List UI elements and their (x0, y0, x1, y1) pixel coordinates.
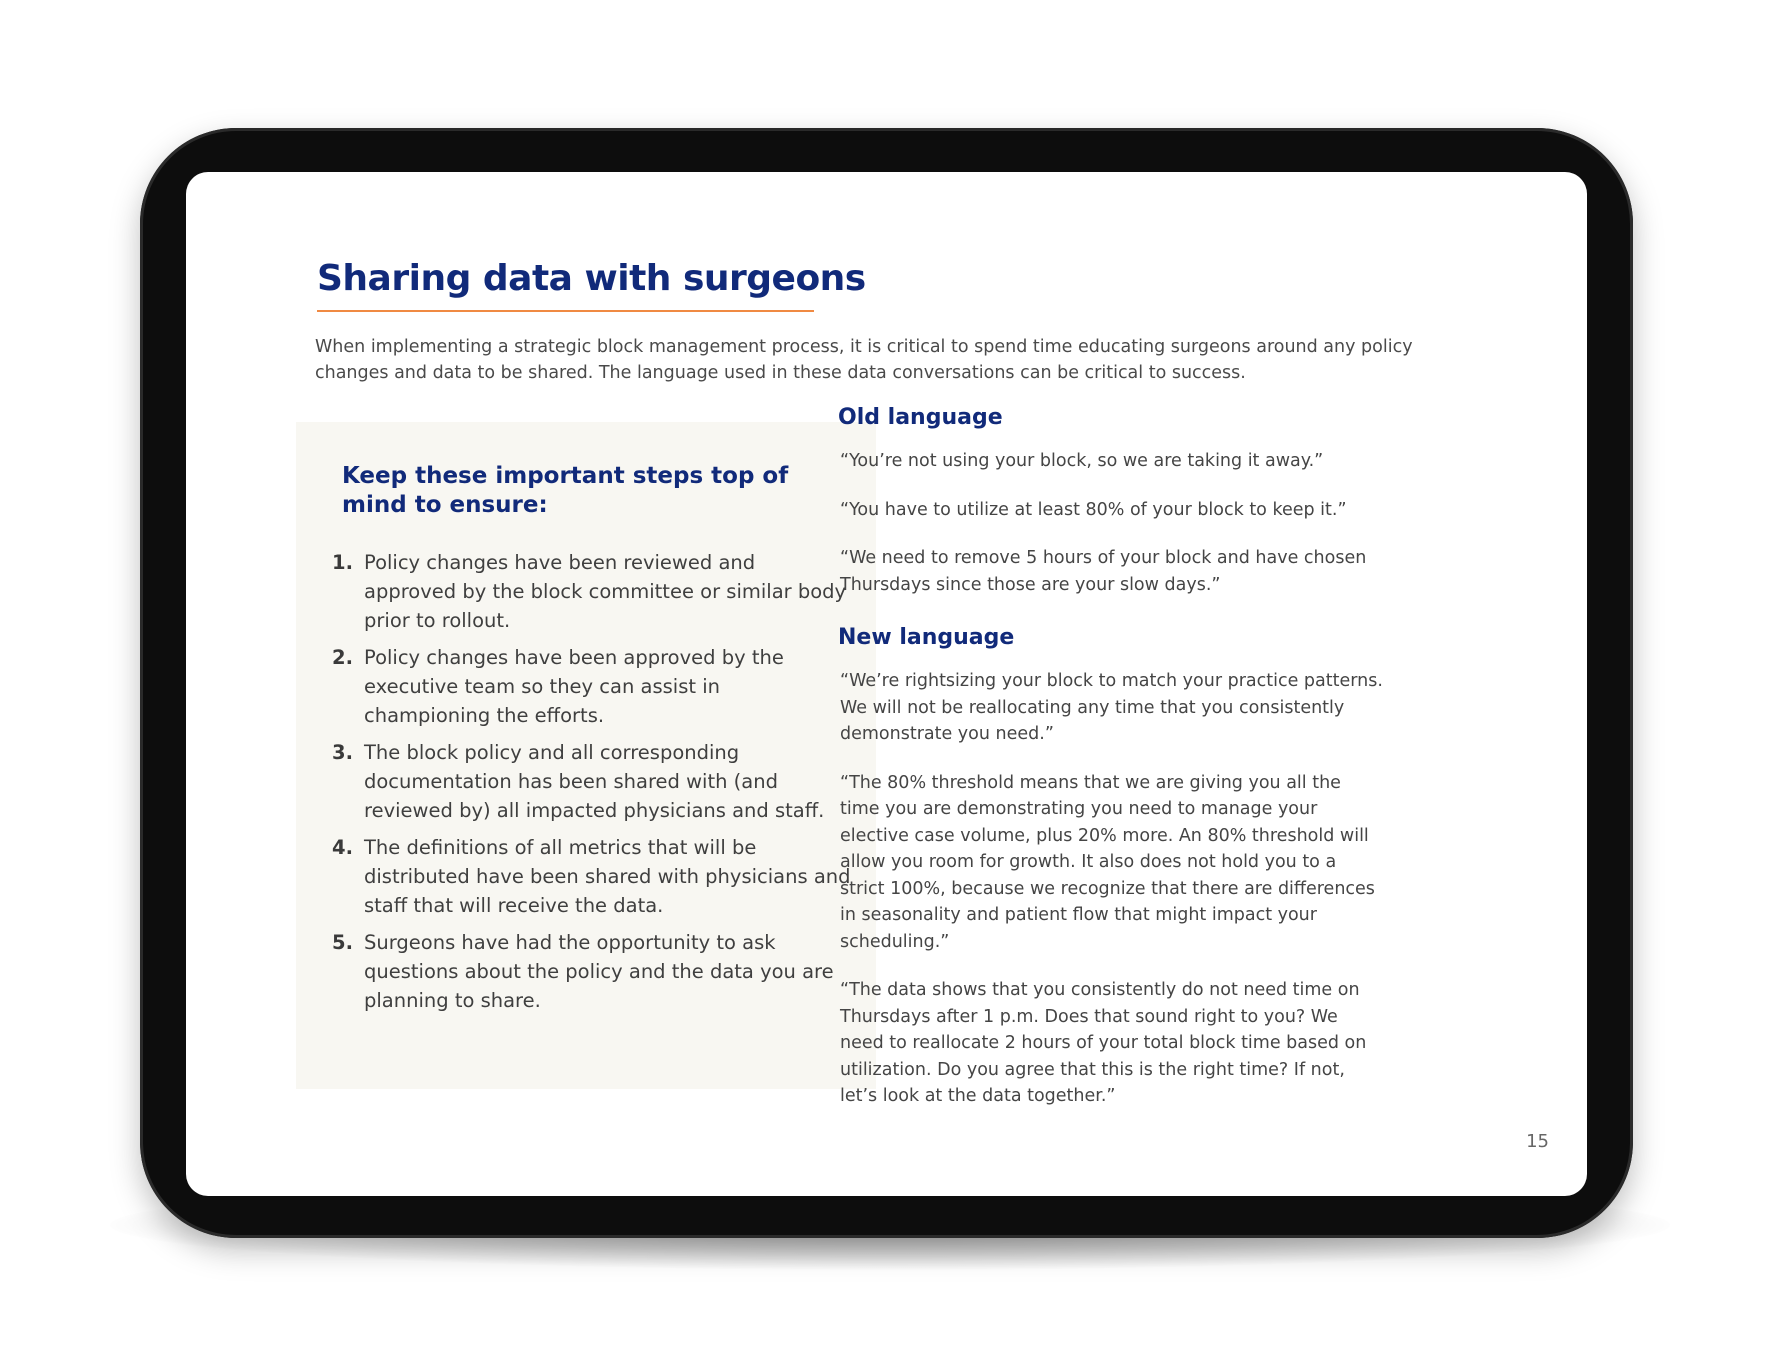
step-text: Policy changes have been reviewed and approved by the block committee or similar body prior to rollout. (364, 551, 847, 632)
steps-heading: Keep these important steps top of mind to ensure: (342, 463, 789, 518)
new-language-quote: “The data shows that you consistently do not need time on Thursdays after 1 p.m. Does that sound right to you? We need to reallocate 2 hours of your total block time based on utilization. Do you agree that this is the right time? If not, let’s look at the data together.” (840, 980, 1367, 1106)
step-item (332, 833, 852, 920)
step-text: Policy changes have been approved by the executive team so they can assist in championing the efforts. (364, 646, 784, 727)
tablet-screen (186, 172, 1587, 1196)
steps-callout-box (296, 422, 876, 1089)
new-language-quote: “We’re rightsizing your block to match your practice patterns. We will not be reallocating any time that you consistently demonstrate you need.” (840, 671, 1383, 744)
step-number: 5. (332, 931, 353, 954)
step-text: The definitions of all metrics that will be distributed have been shared with physicians and staff that will receive the data. (364, 836, 851, 917)
page-title: Sharing data with surgeons (317, 258, 866, 299)
old-language-heading: Old language (838, 405, 1003, 430)
tablet-device (140, 128, 1633, 1238)
new-language-quote: “The 80% threshold means that we are giving you all the time you are demonstrating you need to manage your elective case volume, plus 20% more. An 80% threshold will allow you room for growth. It also does not hold you to a strict 100%, because we recognize that there are differences in seasonality and patient flow that might impact your scheduling.” (840, 772, 1375, 952)
step-text: Surgeons have had the opportunity to ask questions about the policy and the data you are planning to share. (364, 931, 834, 1012)
title-underline (317, 310, 814, 312)
old-language-quote: “You have to utilize at least 80% of your block to keep it.” (840, 499, 1347, 520)
old-language-quote: “We need to remove 5 hours of your block and have chosen Thursdays since those are your slow days.” (840, 548, 1367, 595)
document-page (186, 172, 1587, 1196)
page-number: 15 (1526, 1131, 1549, 1152)
language-comparison (838, 404, 1383, 1132)
step-item (332, 548, 852, 635)
new-language-heading: New language (838, 625, 1015, 650)
step-item (332, 928, 852, 1015)
intro-paragraph: When implementing a strategic block management process, it is critical to spend time educating surgeons around any policy changes and data to be shared. The language used in these data conversations can be critical to success. (315, 337, 1413, 383)
step-text: The block policy and all corresponding documentation has been shared with (and reviewed by) all impacted physicians and staff. (364, 741, 825, 822)
step-number: 4. (332, 836, 353, 859)
step-item (332, 643, 852, 730)
step-number: 2. (332, 646, 353, 669)
step-number: 1. (332, 551, 353, 574)
step-number: 3. (332, 741, 353, 764)
step-item (332, 738, 852, 825)
old-language-quote: “You’re not using your block, so we are taking it away.” (840, 451, 1324, 471)
steps-list (332, 548, 852, 1023)
